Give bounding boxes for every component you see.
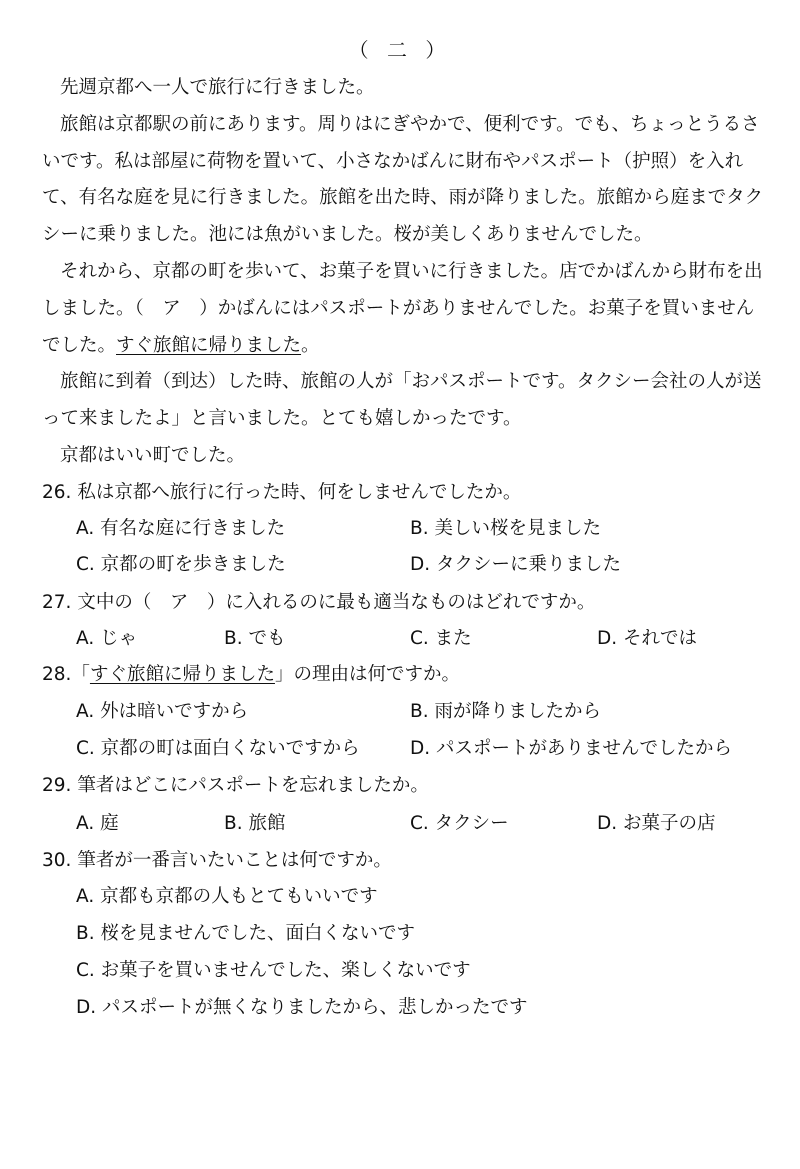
q28-option-a[interactable]: A. 外は暗いですから (76, 701, 249, 722)
question-29 (42, 771, 429, 797)
passage-paragraph-3-text: それから、京都の町を歩いて、お菓子を買いに行きました。店でかばんから財布を出しました。（ ア ）かばんにはパスポートがありませんでした。お菓子を買いませんでした。 (42, 260, 763, 356)
q29-option-a[interactable]: A. 庭 (76, 813, 119, 834)
q30-option-b[interactable]: B. 桜を見ませんでした、面白くないです (76, 923, 415, 944)
q29-option-b[interactable]: B. 旅館 (224, 813, 286, 834)
question-text: 筆者が一番言いたいことは何ですか。 (77, 850, 392, 871)
passage-paragraph-2: 旅館は京都駅の前にあります。周りはにぎやかで、便利です。でも、ちょっとうるさいです。私は部屋に荷物を置いて、小さなかばんに財布やパスポート（护照）を入れて、有名な庭を見に行きました。旅館を出た時、雨が降りました。旅館から庭までタクシーに乗りました。池には魚がいました。桜が美しくありませんでした。 (42, 113, 764, 246)
section-title: （ 二 ） (348, 38, 452, 62)
underlined-phrase: すぐ旅館に帰りました (116, 334, 302, 356)
q26-option-d[interactable]: D. タクシーに乗りました (410, 554, 622, 575)
question-number: 30. (42, 850, 72, 871)
question-28 (42, 660, 460, 686)
question-26 (42, 478, 521, 504)
q26-option-b[interactable]: B. 美しい桜を見ました (410, 518, 601, 539)
q28-option-d[interactable]: D. パスポートがありませんでしたから (410, 738, 733, 759)
passage-paragraph-3 (42, 254, 767, 364)
question-number: 28. (42, 664, 72, 685)
q26-option-a[interactable]: A. 有名な庭に行きました (76, 518, 286, 539)
question-text: 文中の（ ア ）に入れるのに最も適当なものはどれですか。 (77, 592, 596, 613)
passage-paragraph-5: 京都はいい町でした。 (60, 444, 246, 466)
q27-option-c[interactable]: C. また (410, 628, 472, 649)
question-30 (42, 846, 392, 872)
q28-option-b[interactable]: B. 雨が降りましたから (410, 701, 601, 722)
passage-paragraph-4: 旅館に到着（到达）した時、旅館の人が「おパスポートです。タクシー会社の人が送って来ましたよ」と言いました。とても嬉しかったです。 (42, 371, 762, 430)
passage-paragraph-1: 先週京都へ一人で旅行に行きました。 (60, 77, 375, 98)
q30-option-d[interactable]: D. パスポートが無くなりましたから、悲しかったです (76, 997, 528, 1018)
question-27 (42, 588, 595, 614)
question-number: 27. (42, 592, 72, 613)
q30-option-c[interactable]: C. お菓子を買いませんでした、楽しくないです (76, 960, 471, 981)
q29-option-d[interactable]: D. お菓子の店 (597, 813, 716, 834)
underlined-phrase: すぐ旅館に帰りました (89, 664, 275, 685)
question-text-suffix: 」の理由は何ですか。 (274, 664, 460, 685)
q28-option-c[interactable]: C. 京都の町は面白くないですから (76, 738, 360, 759)
q30-option-a[interactable]: A. 京都も京都の人もとてもいいです (76, 886, 378, 907)
q27-option-d[interactable]: D. それでは (597, 628, 698, 649)
question-number: 26. (42, 482, 72, 503)
question-text-prefix: 「 (71, 664, 90, 685)
question-text: 私は京都へ旅行に行った時、何をしませんでしたか。 (77, 482, 522, 503)
reading-passage (42, 70, 767, 475)
passage-paragraph-3-end: 。 (301, 334, 320, 356)
q27-option-b[interactable]: B. でも (224, 628, 286, 649)
q29-option-c[interactable]: C. タクシー (410, 813, 509, 834)
question-number: 29. (42, 775, 72, 796)
q26-option-c[interactable]: C. 京都の町を歩きました (76, 554, 286, 575)
q27-option-a[interactable]: A. じゃ (76, 628, 138, 649)
question-text: 筆者はどこにパスポートを忘れましたか。 (77, 775, 429, 796)
